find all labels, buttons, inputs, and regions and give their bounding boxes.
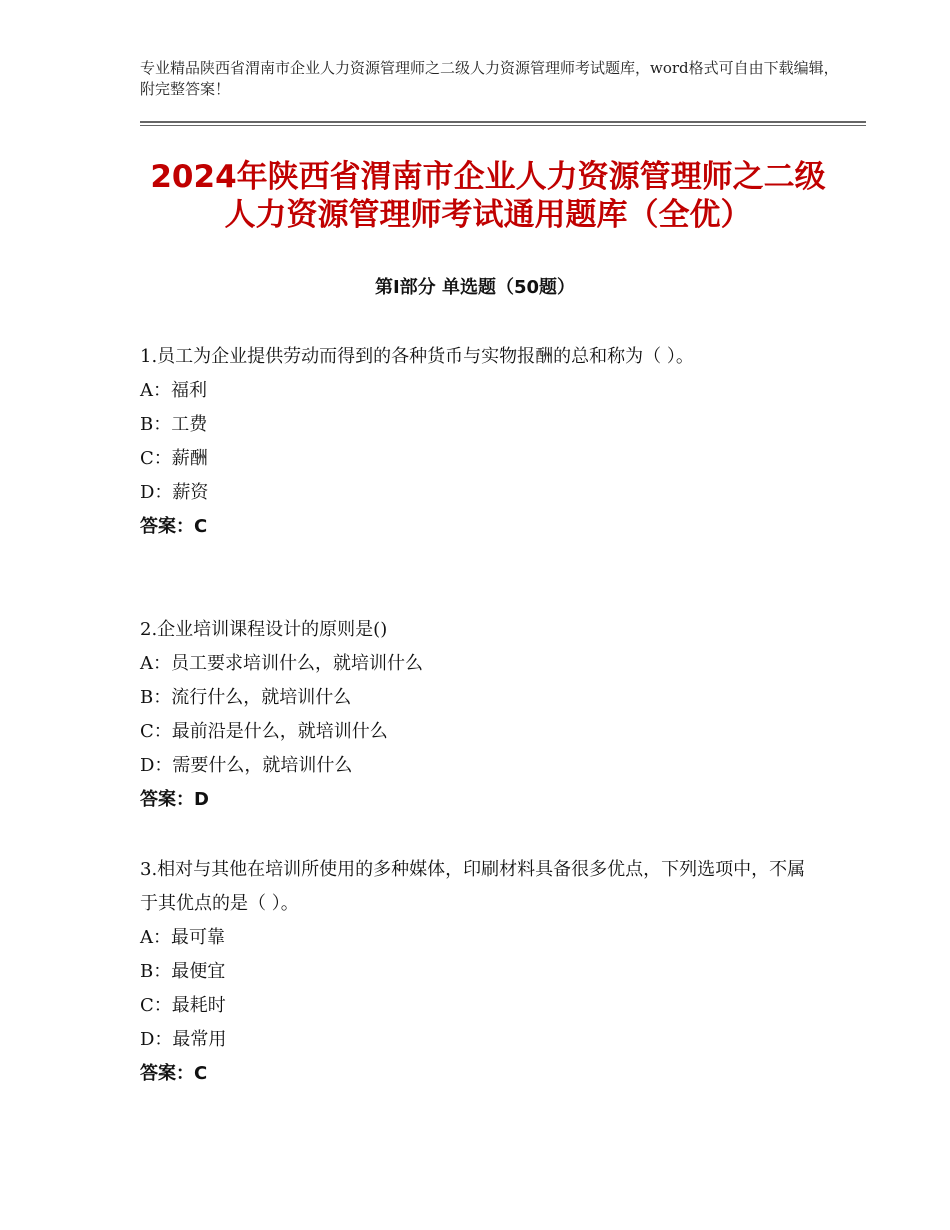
option-a: A：福利	[140, 380, 207, 401]
option-b: B：最便宜	[140, 961, 226, 982]
question-stem: 3.相对与其他在培训所使用的多种媒体，印刷材料具备很多优点，下列选项中，不属于其优点的是（ ）。	[140, 859, 806, 914]
question-2	[140, 613, 820, 817]
header-note: 专业精品陕西省渭南市企业人力资源管理师之二级人力资源管理师考试题库，word格式可自由下载编辑，附完整答案！	[140, 59, 839, 98]
question-stem: 1.员工为企业提供劳动而得到的各种货币与实物报酬的总和称为（ ）。	[140, 346, 694, 367]
option-c: C：最前沿是什么，就培训什么	[140, 721, 388, 742]
answer-label: 答案：D	[140, 789, 209, 810]
option-a: A：员工要求培训什么，就培训什么	[140, 653, 423, 674]
header-divider-thin	[140, 125, 866, 126]
option-b: B：流行什么，就培训什么	[140, 687, 352, 708]
answer-label: 答案：C	[140, 1063, 208, 1084]
option-a: A：最可靠	[140, 927, 225, 948]
option-d: D：最常用	[140, 1029, 227, 1050]
answer-label: 答案：C	[140, 516, 208, 537]
option-b: B：工费	[140, 414, 208, 435]
question-stem: 2.企业培训课程设计的原则是()	[140, 619, 388, 640]
document-title: 2024年陕西省渭南市企业人力资源管理师之二级人力资源管理师考试通用题库（全优）	[150, 159, 826, 233]
option-d: D：需要什么，就培训什么	[140, 755, 353, 776]
header-divider	[140, 121, 866, 123]
question-3	[140, 853, 820, 1091]
option-c: C：最耗时	[140, 995, 226, 1016]
option-d: D：薪资	[140, 482, 209, 503]
option-c: C：薪酬	[140, 448, 208, 469]
section-title: 第Ⅰ部分 单选题（50题）	[374, 277, 575, 298]
question-1	[140, 340, 820, 544]
